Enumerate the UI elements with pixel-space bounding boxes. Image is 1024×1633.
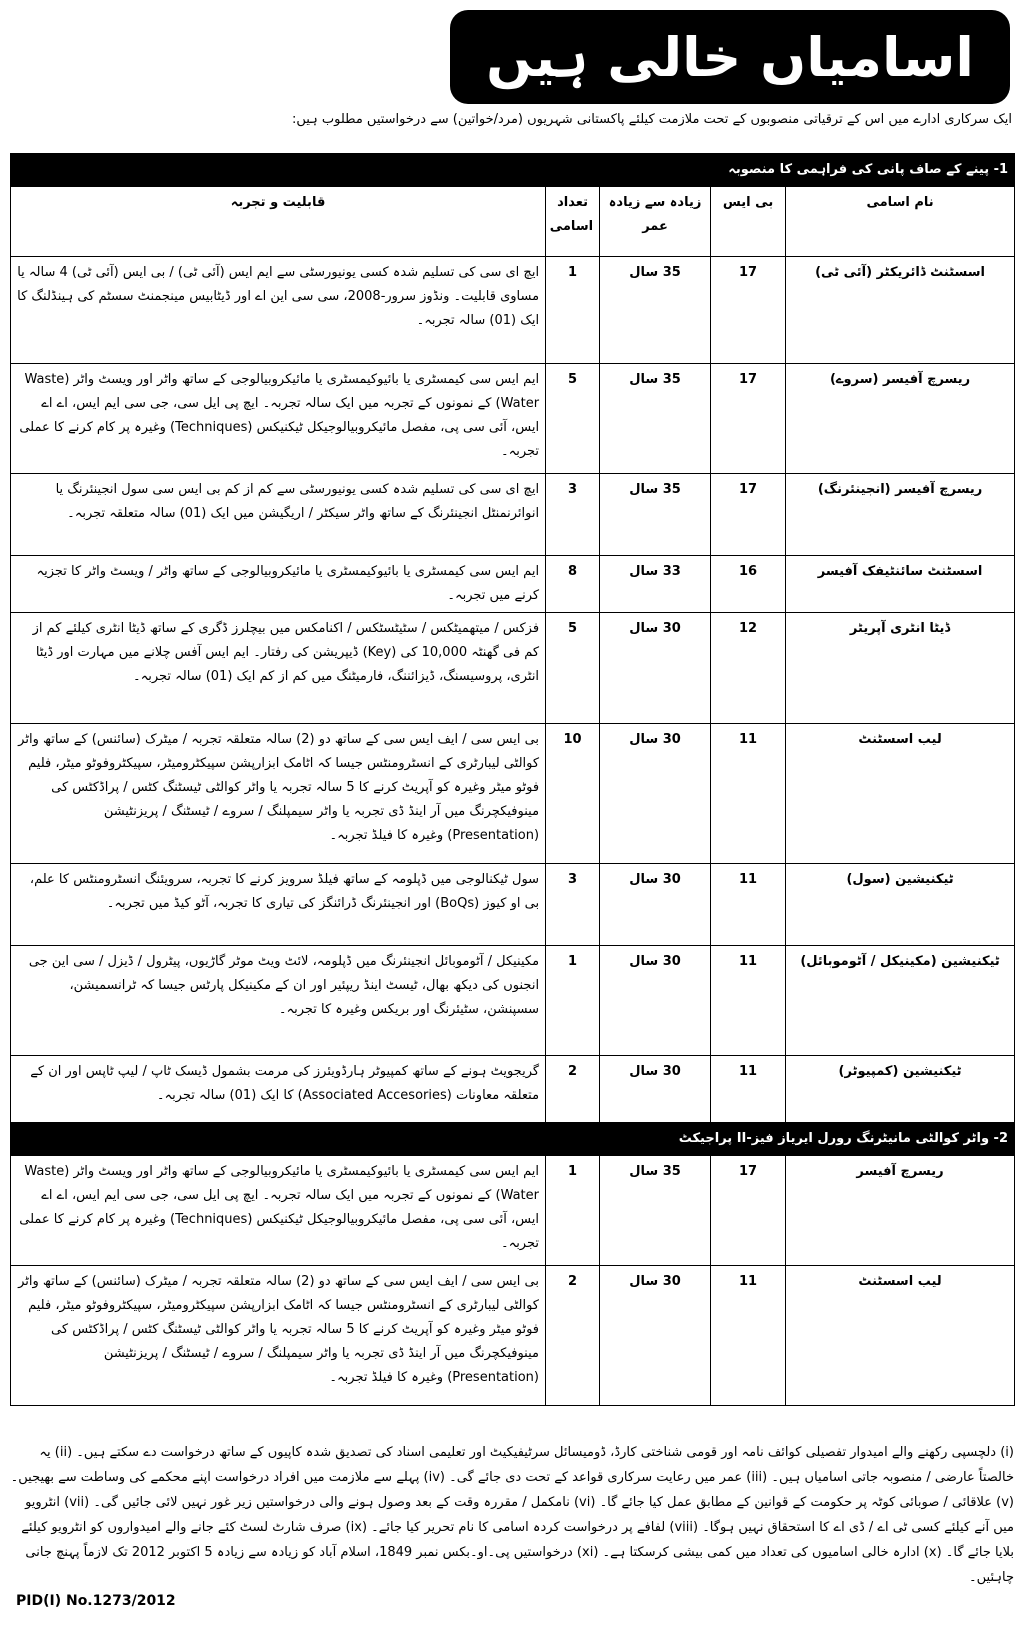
max-age: 33 سال — [600, 556, 711, 613]
header-qualification: قابلیت و تجربہ — [11, 187, 546, 257]
qualification: فزکس / میتھمیٹکس / سٹیٹسٹکس / اکنامکس میں بیچلرز ڈگری کے ساتھ ڈیٹا انٹری کیلئے کم از کم فی گھنٹہ 10,000 کی (Key) ڈیپریشن کی رفتار۔ ایم ایس آفس چلانے میں مہارت اور ڈیٹا انٹری، پروسیسنگ، ڈیزائننگ، فارمیٹنگ میں کم از کم ایک (01) سالہ تجربہ۔ — [11, 613, 546, 724]
qualification: ایم ایس سی کیمسٹری یا بائیوکیمسٹری یا مائیکروبیالوجی کے ساتھ واٹر / ویسٹ واٹر کا تجزیہ کرنے میں تجربہ۔ — [11, 556, 546, 613]
post-name: ڈیٹا انٹری آپریٹر — [786, 613, 1015, 724]
terms-and-conditions: (i) دلچسپی رکھنے والے امیدوار تفصیلی کوائف نامہ اور قومی شناختی کارڈ، ڈومیسائل سرٹیفیکیٹ اور تعلیمی اسناد کی تصدیق شدہ کاپیوں کے ساتھ درخواست دے سکتے ہیں۔ (ii) یہ خالصتاً عارضی / منصوبہ جاتی اسامیاں ہیں۔ (iii) عمر میں رعایت سرکاری قواعد کے تحت دی جائے گی۔ (iv) پہلے سے ملازمت میں افراد درخواست اپنے محکمے کی وساطت سے بھیجیں۔ (v) علاقائی / صوبائی کوٹہ پر حکومت کے قوانین کے مطابق عمل کیا جائے گا۔ (vi) نامکمل / مقررہ وقت کے بعد وصول ہونے والی درخواستیں زیر غور نہیں لائی جائیں گی۔ (vii) انٹرویو میں آنے کیلئے کسی ٹی اے / ڈی اے کا استحقاق نہیں ہوگا۔ (viii) لفافے پر درخواست کردہ اسامی کا نام تحریر کیا جائے۔ (ix) صرف شارٹ لسٹ کئے جانے والے امیدواروں کو انٹرویو کیلئے بلایا جائے گا۔ (x) ادارہ خالی اسامیوں کی تعداد میں کمی بیشی کرسکتا ہے۔ (xi) درخواستیں پی۔او۔بکس نمبر 1849، اسلام آباد کو زیادہ سے زیادہ 5 اکتوبر 2012 تک لازماً پہنچ جانی چاہئیں۔ — [10, 1445, 1014, 1585]
post-count: 2 — [546, 1266, 600, 1406]
table-row — [11, 613, 1015, 724]
bps-value: 16 — [711, 556, 786, 613]
post-name: ریسرچ آفیسر — [786, 1156, 1015, 1266]
qualification: ایم ایس سی کیمسٹری یا بائیوکیمسٹری یا مائیکروبیالوجی کے ساتھ واٹر اور ویسٹ واٹر (Waste Water) کے نمونوں کے تجربہ میں ایک سالہ تجربہ۔ ایچ پی ایل سی، جی سی ایم ایس، اے اے ایس، آئی سی پی، مفصل مائیکروبیالوجیکل ٹیکنیکس (Techniques) وغیرہ پر کام کرنے کا عملی تجربہ۔ — [11, 364, 546, 474]
post-name: لیب اسسٹنٹ — [786, 1266, 1015, 1406]
table-row — [11, 1266, 1015, 1406]
post-count: 1 — [546, 946, 600, 1056]
qualification: بی ایس سی / ایف ایس سی کے ساتھ دو (2) سالہ متعلقہ تجربہ / میٹرک (سائنس) کے ساتھ واٹر کوالٹی لیبارٹری کے انسٹرومنٹس جیسا کہ اٹامک ابزارپشن سپیکٹرومیٹر، سپیکٹروفوٹو میٹر، فلیم فوٹو میٹر وغیرہ کو آپریٹ کرنے کا 5 سالہ تجربہ یا واٹر کوالٹی ٹیسٹنگ کٹس / پراڈکٹس کی مینوفیکچرنگ میں آر اینڈ ڈی تجربہ یا واٹر سیمپلنگ / سروے / ٹیسٹنگ / پریزنٹیشن (Presentation) وغیرہ کا فیلڈ تجربہ۔ — [11, 724, 546, 864]
qualification: بی ایس سی / ایف ایس سی کے ساتھ دو (2) سالہ متعلقہ تجربہ / میٹرک (سائنس) کے ساتھ واٹر کوالٹی لیبارٹری کے انسٹرومنٹس جیسا کہ اٹامک ابزارپشن سپیکٹرومیٹر، سپیکٹروفوٹو میٹر، فلیم فوٹو میٹر وغیرہ کو آپریٹ کرنے کا 5 سالہ تجربہ یا واٹر کوالٹی ٹیسٹنگ کٹس / پراڈکٹس کی مینوفیکچرنگ میں آر اینڈ ڈی تجربہ یا واٹر سیمپلنگ / سروے / ٹیسٹنگ / پریزنٹیشن (Presentation) وغیرہ کا فیلڈ تجربہ۔ — [11, 1266, 546, 1406]
post-name: اسسٹنٹ سائنٹیفک آفیسر — [786, 556, 1015, 613]
post-name: ٹیکنیشین (سول) — [786, 864, 1015, 946]
pid-number: PID(I) No.1273/2012 — [16, 1593, 176, 1609]
qualification: ایچ ای سی کی تسلیم شدہ کسی یونیورسٹی سے ایم ایس (آئی ٹی) / بی ایس (آئی ٹی) 4 سالہ یا مساوی قابلیت۔ ونڈوز سرور-2008، سی سی این اے اور ڈیٹابیس مینجمنٹ سسٹم کی ہینڈلنگ کا ایک (01) سالہ تجربہ۔ — [11, 257, 546, 364]
post-name: لیب اسسٹنٹ — [786, 724, 1015, 864]
max-age: 30 سال — [600, 1056, 711, 1138]
jobs-table-section-2 — [10, 1122, 1015, 1406]
table-row — [11, 946, 1015, 1056]
post-name: ریسرچ آفیسر (انجینئرنگ) — [786, 474, 1015, 556]
max-age: 30 سال — [600, 613, 711, 724]
qualification: ایچ ای سی کی تسلیم شدہ کسی یونیورسٹی سے کم از کم بی ایس سی سول انجینئرنگ یا انوائرنمنٹل انجینئرنگ کے ساتھ واٹر سیکٹر / اریگیشن میں ایک (01) سالہ متعلقہ تجربہ۔ — [11, 474, 546, 556]
header-count: تعداد اسامی — [546, 187, 600, 257]
bps-value: 11 — [711, 946, 786, 1056]
intro-text: ایک سرکاری ادارے میں اس کے ترقیاتی منصوبوں کے تحت ملازمت کیلئے پاکستانی شہریوں (مرد/خواتین) سے درخواستیں مطلوب ہیں: — [291, 112, 1012, 127]
post-name: اسسٹنٹ ڈائریکٹر (آئی ٹی) — [786, 257, 1015, 364]
max-age: 30 سال — [600, 1266, 711, 1406]
table-row — [11, 257, 1015, 364]
section-1-title: 1- پینے کے صاف پانی کی فراہمی کا منصوبہ — [11, 154, 1015, 187]
header-post: نام اسامی — [786, 187, 1015, 257]
post-count: 2 — [546, 1056, 600, 1138]
table-row — [11, 474, 1015, 556]
qualification: مکینیکل / آٹوموبائل انجینئرنگ میں ڈپلومہ، لائٹ ویٹ موٹر گاڑیوں، پیٹرول / ڈیزل / سی این جی انجنوں کی دیکھ بھال، ٹیسٹ اینڈ ریپئیر اور ان کے مکینیکل پارٹس جیسا کہ ٹرانسمیشن، سسپنشن، سٹیئرنگ اور بریکس وغیرہ کا تجربہ۔ — [11, 946, 546, 1056]
jobs-table-section-1 — [10, 153, 1015, 1138]
max-age: 35 سال — [600, 257, 711, 364]
header-age: زیادہ سے زیادہ عمر — [600, 187, 711, 257]
bps-value: 11 — [711, 864, 786, 946]
table-row — [11, 864, 1015, 946]
table-row — [11, 556, 1015, 613]
max-age: 35 سال — [600, 364, 711, 474]
post-count: 1 — [546, 257, 600, 364]
post-count: 5 — [546, 613, 600, 724]
advertisement — [10, 10, 1014, 1613]
max-age: 30 سال — [600, 864, 711, 946]
bps-value: 11 — [711, 724, 786, 864]
table-row — [11, 364, 1015, 474]
header-bps: بی ایس — [711, 187, 786, 257]
bps-value: 11 — [711, 1056, 786, 1138]
bps-value: 17 — [711, 257, 786, 364]
table-row — [11, 724, 1015, 864]
post-count: 3 — [546, 474, 600, 556]
post-count: 8 — [546, 556, 600, 613]
qualification: سول ٹیکنالوجی میں ڈپلومہ کے ساتھ فیلڈ سرویز کرنے کا تجربہ، سرویئنگ انسٹرومنٹس کا علم، بی او کیوز (BoQs) اور انجینئرنگ ڈرائنگز کی تیاری کا تجربہ، آٹو کیڈ میں تجربہ۔ — [11, 864, 546, 946]
bps-value: 17 — [711, 1156, 786, 1266]
max-age: 30 سال — [600, 946, 711, 1056]
post-name: ٹیکنیشین (مکینیکل / آٹوموبائل) — [786, 946, 1015, 1056]
post-count: 1 — [546, 1156, 600, 1266]
bps-value: 11 — [711, 1266, 786, 1406]
post-count: 10 — [546, 724, 600, 864]
bps-value: 17 — [711, 474, 786, 556]
bps-value: 17 — [711, 364, 786, 474]
table-row — [11, 1156, 1015, 1266]
qualification: ایم ایس سی کیمسٹری یا بائیوکیمسٹری یا مائیکروبیالوجی کے ساتھ واٹر اور ویسٹ واٹر (Waste Water) کے نمونوں کے تجربہ میں ایک سالہ تجربہ۔ ایچ پی ایل سی، جی سی ایم ایس، اے اے ایس، آئی سی پی، مفصل مائیکروبیالوجیکل ٹیکنیکس (Techniques) وغیرہ پر کام کرنے کا عملی تجربہ۔ — [11, 1156, 546, 1266]
bps-value: 12 — [711, 613, 786, 724]
section-2-title: 2- واٹر کوالٹی مانیٹرنگ رورل ایریاز فیز-II پراجیکٹ — [11, 1123, 1015, 1156]
max-age: 30 سال — [600, 724, 711, 864]
max-age: 35 سال — [600, 474, 711, 556]
banner-title: اسامیاں خالی ہیں — [450, 10, 1010, 104]
post-name: ٹیکنیشین (کمپیوٹر) — [786, 1056, 1015, 1138]
post-name: ریسرچ آفیسر (سروے) — [786, 364, 1015, 474]
max-age: 35 سال — [600, 1156, 711, 1266]
qualification: گریجویٹ ہونے کے ساتھ کمپیوٹر ہارڈویئرز کی مرمت بشمول ڈیسک ٹاپ / لیپ ٹاپس اور ان کے متعلقہ معاونات (Associated Accesories) کا ایک (01) سالہ تجربہ۔ — [11, 1056, 546, 1138]
post-count: 3 — [546, 864, 600, 946]
post-count: 5 — [546, 364, 600, 474]
